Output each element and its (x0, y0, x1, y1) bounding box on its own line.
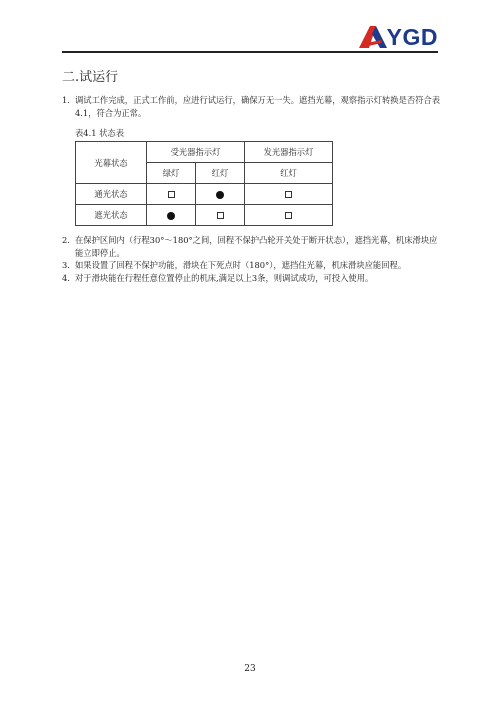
state-cell (196, 205, 245, 226)
list-item-number: 1. (62, 95, 70, 105)
row-label: 遮光状态 (76, 205, 147, 226)
table-header-state: 光幕状态 (76, 142, 147, 184)
state-cell (245, 184, 333, 205)
state-cell (147, 205, 196, 226)
table-subheader-emitter-red: 红灯 (245, 163, 333, 184)
list-item-number: 2. (62, 235, 70, 245)
list-item-2 (62, 234, 442, 259)
table-caption: 表4.1 状态表 (75, 128, 125, 138)
table-subheader-red: 红灯 (196, 163, 245, 184)
list-item-3 (62, 259, 442, 272)
hollow-square-icon (217, 212, 224, 219)
logo-text: YGD (386, 24, 438, 50)
state-cell (245, 205, 333, 226)
list-item-text: 如果设置了回程不保护功能，滑块在下死点时（180°），遮挡住光幕，机床滑块应能回程。 (75, 260, 407, 270)
list-item-1 (62, 94, 442, 119)
filled-circle-icon (167, 212, 175, 220)
list-item-text: 在保护区间内（行程30°～180°之间，回程不保护凸轮开关处于断开状态），遮挡光幕，机床滑块应能立即停止。 (75, 235, 438, 258)
row-label: 通光状态 (76, 184, 147, 205)
hollow-square-icon (285, 212, 292, 219)
table-header-emitter: 发光器指示灯 (245, 142, 333, 163)
filled-circle-icon (216, 191, 224, 199)
brand-logo (359, 26, 438, 48)
state-cell (147, 184, 196, 205)
status-table (75, 141, 333, 226)
hollow-square-icon (285, 191, 292, 198)
list-item-4 (62, 272, 442, 285)
page-number: 23 (244, 664, 256, 674)
table-header-receiver: 受光器指示灯 (147, 142, 245, 163)
state-cell (196, 184, 245, 205)
list-item-text: 对于滑块能在行程任意位置停止的机床,满足以上3条，则调试成功，可投入使用。 (75, 273, 374, 283)
list-item-text: 调试工作完成，正式工作前，应进行试运行，确保万无一失。遮挡光幕，观察指示灯转换是否符合表4.1，符合为正常。 (75, 95, 441, 118)
table-subheader-green: 绿灯 (147, 163, 196, 184)
table-row (76, 205, 333, 226)
list-item-number: 3. (62, 260, 70, 270)
logo-a-icon (359, 26, 387, 48)
header-rule (62, 51, 438, 53)
list-item-number: 4. (62, 273, 70, 283)
table-row (76, 184, 333, 205)
hollow-square-icon (168, 191, 175, 198)
section-title: 二.试运行 (62, 70, 119, 85)
